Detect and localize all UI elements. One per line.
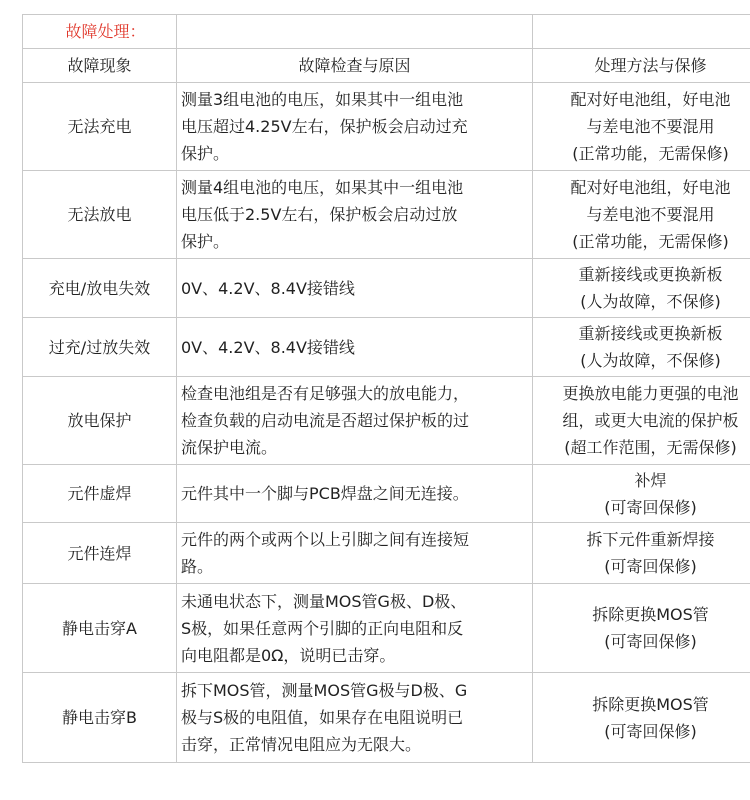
- table-row: [23, 171, 750, 259]
- method-line: 与差电池不要混用: [586, 205, 715, 224]
- check-line: 流保护电流。: [181, 438, 278, 457]
- method-cell: [533, 673, 750, 763]
- method-line: (可寄回保修): [604, 632, 697, 651]
- symptom-cell: 静电击穿A: [23, 584, 177, 673]
- check-line: 检查电池组是否有足够强大的放电能力，: [181, 384, 470, 403]
- check-line: 保护。: [181, 232, 230, 251]
- fault-table: [22, 14, 750, 763]
- table-row: [23, 523, 750, 584]
- check-line: 拆下MOS管，测量MOS管G极与D极、G: [181, 681, 468, 700]
- method-line: 更换放电能力更强的电池: [562, 384, 739, 403]
- table-caption: 故障处理：: [23, 15, 177, 49]
- check-line: 元件其中一个脚与PCB焊盘之间无连接。: [181, 484, 469, 503]
- check-cell: [177, 584, 533, 673]
- method-line: (超工作范围，无需保修): [564, 438, 737, 457]
- method-cell: [533, 171, 750, 259]
- method-line: 拆除更换MOS管: [592, 694, 709, 714]
- table-row: [23, 83, 750, 171]
- caption-row: [23, 15, 750, 49]
- table-row: [23, 465, 750, 523]
- header-row: [23, 49, 750, 83]
- check-cell: [177, 523, 533, 584]
- check-line: 电压超过4.25V左右，保护板会启动过充: [181, 117, 468, 136]
- method-line: 重新接线或更换新板: [578, 324, 723, 343]
- method-line: (人为故障，不保修): [580, 292, 721, 311]
- method-cell: [533, 465, 750, 523]
- check-cell: [177, 377, 533, 465]
- method-cell: [533, 259, 750, 318]
- method-line: 补焊: [634, 470, 667, 490]
- table-row: [23, 259, 750, 318]
- method-line: 拆除更换MOS管: [592, 605, 709, 624]
- check-cell: [177, 259, 533, 318]
- table-row: [23, 584, 750, 673]
- header-method: 处理方法与保修: [533, 49, 750, 83]
- method-line: (正常功能，无需保修): [572, 232, 729, 251]
- check-cell: [177, 465, 533, 523]
- method-line: 配对好电池组，好电池: [570, 178, 731, 197]
- method-line: (可寄回保修): [604, 557, 697, 576]
- method-line: 与差电池不要混用: [586, 117, 715, 136]
- check-cell: [177, 673, 533, 763]
- symptom-cell: 无法充电: [23, 83, 177, 171]
- method-cell: [533, 83, 750, 171]
- check-cell: [177, 171, 533, 259]
- symptom-cell: 元件虚焊: [23, 465, 177, 523]
- table-row: [23, 377, 750, 465]
- check-line: 电压低于2.5V左右，保护板会启动过放: [181, 205, 458, 224]
- symptom-cell: 充电/放电失效: [23, 259, 177, 318]
- check-line: S极，如果任意两个引脚的正向电阻和反: [181, 618, 464, 638]
- method-line: (人为故障，不保修): [580, 351, 721, 370]
- table-row: [23, 673, 750, 763]
- check-line: 路。: [181, 557, 214, 576]
- method-line: (可寄回保修): [604, 497, 697, 517]
- check-line: 测量4组电池的电压，如果其中一组电池: [181, 178, 464, 197]
- symptom-cell: 元件连焊: [23, 523, 177, 584]
- check-cell: [177, 83, 533, 171]
- check-line: 击穿，正常情况电阻应为无限大。: [181, 735, 422, 754]
- check-line: 极与S极的电阻值，如果存在电阻说明已: [181, 708, 464, 727]
- method-cell: [533, 584, 750, 673]
- check-line: 未通电状态下，测量MOS管G极、D极、: [181, 591, 467, 611]
- check-line: 向电阻都是0Ω，说明已击穿。: [181, 645, 396, 665]
- method-line: (正常功能，无需保修): [572, 144, 729, 163]
- method-cell: [533, 377, 750, 465]
- method-cell: [533, 523, 750, 584]
- check-line: 0V、4.2V、8.4V接错线: [181, 337, 355, 357]
- table-row: [23, 318, 750, 377]
- method-line: 拆下元件重新焊接: [586, 530, 715, 549]
- check-line: 元件的两个或两个以上引脚之间有连接短: [181, 530, 470, 549]
- method-line: 配对好电池组，好电池: [570, 90, 731, 109]
- check-line: 保护。: [181, 144, 230, 163]
- caption-empty-cell: [533, 15, 750, 49]
- check-line: 测量3组电池的电压，如果其中一组电池: [181, 90, 464, 109]
- check-line: 检查负载的启动电流是否超过保护板的过: [181, 411, 470, 430]
- method-line: 组，或更大电流的保护板: [562, 411, 739, 430]
- fault-table-body: [23, 15, 750, 763]
- method-cell: [533, 318, 750, 377]
- symptom-cell: 无法放电: [23, 171, 177, 259]
- check-cell: [177, 318, 533, 377]
- method-line: 重新接线或更换新板: [578, 265, 723, 284]
- check-line: 0V、4.2V、8.4V接错线: [181, 278, 355, 298]
- method-line: (可寄回保修): [604, 721, 697, 741]
- header-symptom: 故障现象: [23, 49, 177, 83]
- caption-empty-cell: [177, 15, 533, 49]
- header-check: 故障检查与原因: [177, 49, 533, 83]
- symptom-cell: 静电击穿B: [23, 673, 177, 763]
- symptom-cell: 放电保护: [23, 377, 177, 465]
- symptom-cell: 过充/过放失效: [23, 318, 177, 377]
